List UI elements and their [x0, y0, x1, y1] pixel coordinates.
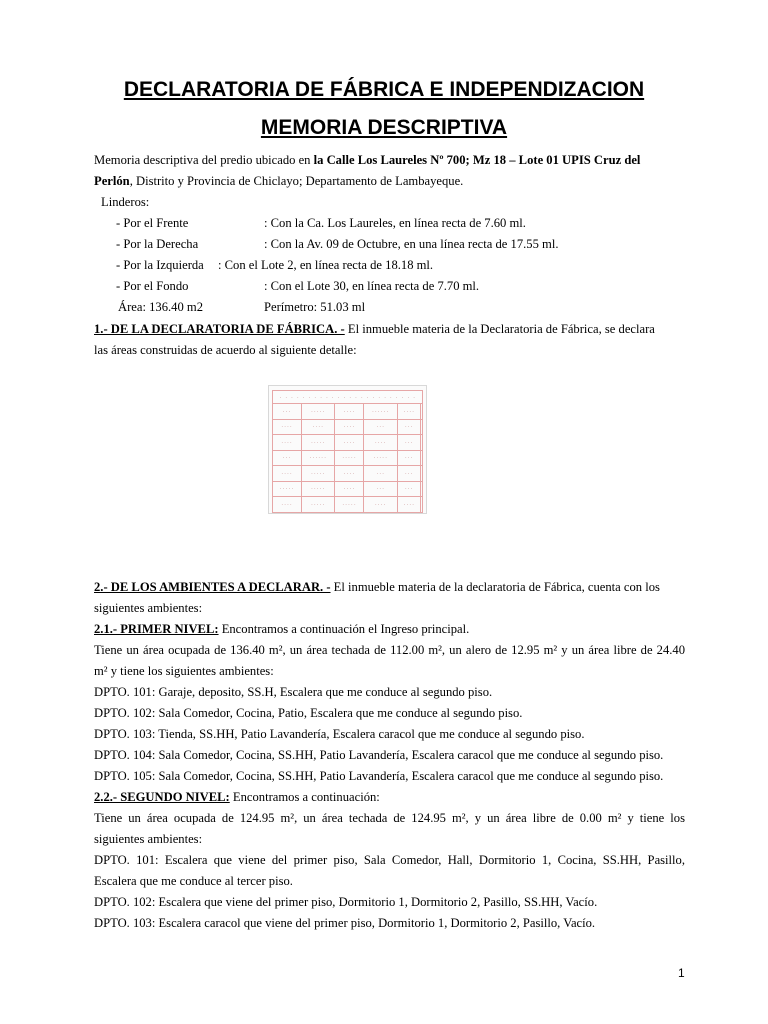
s21-line — [94, 619, 469, 640]
area-table-image — [268, 385, 427, 514]
s21-text: Encontramos a continuación el Ingreso principal. — [218, 622, 470, 636]
lindero-derecha-value: : Con la Av. 09 de Octubre, en una línea recta de 17.55 ml. — [264, 237, 559, 251]
s21-heading: 2.1.- PRIMER NIVEL: — [94, 622, 219, 636]
s21-dpto-104: DPTO. 104: Sala Comedor, Cocina, SS.HH, Patio Lavandería, Escalera caracol que me conduce al segundo piso. — [94, 748, 664, 762]
s22-dpto-102: DPTO. 102: Escalera que viene del primer piso, Dormitorio 1, Dormitorio 2, Pasillo, SS.HH, Vacío. — [94, 895, 598, 909]
area-table-grid: · · · · · · · · · · · · · · · · · · · · · · · · ··· ····· ···· ······ ···· ···· ···· ···· ··· ··· ···· ····· ···· ···· ··· ··· ······ ····· ····· ··· ···· ····· ···· ··· ··· ····· ····· ···· ··· ··· ···· ····· ····· ···· ···· — [272, 390, 423, 513]
linderos-heading: Linderos: — [101, 195, 150, 209]
section2-line-2: siguientes ambientes: — [94, 601, 203, 615]
lindero-perimetro: Perímetro: 51.03 ml — [264, 300, 366, 314]
s21-dpto-105: DPTO. 105: Sala Comedor, Cocina, SS.HH, Patio Lavandería, Escalera caracol que me conduce al segundo piso. — [94, 769, 664, 783]
document-subtitle: MEMORIA DESCRIPTIVA — [260, 116, 508, 139]
intro-text: Memoria descriptiva del predio ubicado en — [94, 153, 314, 167]
s21-desc-line-2: m² y tiene los siguientes ambientes: — [94, 664, 274, 678]
s22-heading: 2.2.- SEGUNDO NIVEL: — [94, 790, 230, 804]
lindero-frente-value: : Con la Ca. Los Laureles, en línea recta de 7.60 ml. — [264, 216, 526, 230]
s22-desc-line-1: Tiene un área ocupada de 124.95 m², un área techada de 124.95 m², y un área libre de 0.00 m² y tiene los — [94, 811, 685, 825]
lindero-fondo-value: : Con el Lote 30, en línea recta de 7.70 ml. — [264, 279, 480, 293]
s22-line — [94, 787, 380, 808]
section1-heading: 1.- DE LA DECLARATORIA DE FÁBRICA. - — [94, 322, 345, 336]
s21-dpto-102: DPTO. 102: Sala Comedor, Cocina, Patio, Escalera que me conduce al segundo piso. — [94, 706, 523, 720]
intro-line-1 — [94, 150, 640, 171]
s22-dpto-103: DPTO. 103: Escalera caracol que viene del primer piso, Dormitorio 1, Dormitorio 2, Pasillo, Vacío. — [94, 916, 596, 930]
page-number: 1 — [678, 966, 685, 980]
section2-line-1 — [94, 577, 660, 598]
document-title: DECLARATORIA DE FÁBRICA E INDEPENDIZACION — [123, 78, 645, 101]
section1-text: El inmueble materia de la Declaratoria de Fábrica, se declara — [344, 322, 655, 336]
s22-text: Encontramos a continuación: — [229, 790, 380, 804]
intro-district: , Distrito y Provincia de Chiclayo; Departamento de Lambayeque. — [129, 174, 464, 188]
intro-line-2 — [94, 171, 463, 192]
section2-heading: 2.- DE LOS AMBIENTES A DECLARAR. - — [94, 580, 331, 594]
intro-address: la Calle Los Laureles Nº 700; Mz 18 – Lote 01 UPIS Cruz del — [313, 153, 641, 167]
lindero-izquierda-label: - Por la Izquierda — [116, 258, 204, 272]
section1-line-1 — [94, 319, 655, 340]
s22-dpto-101-line-1: DPTO. 101: Escalera que viene del primer piso, Sala Comedor, Hall, Dormitorio 1, Cocina, SS.HH, Pasillo, — [94, 853, 685, 867]
lindero-fondo-label: - Por el Fondo — [116, 279, 189, 293]
s21-dpto-103: DPTO. 103: Tienda, SS.HH, Patio Lavandería, Escalera caracol que me conduce al segundo piso. — [94, 727, 585, 741]
section2-text: El inmueble materia de la declaratoria de Fábrica, cuenta con los — [330, 580, 660, 594]
s21-desc-line-1: Tiene un área ocupada de 136.40 m², un área techada de 112.00 m², un alero de 12.95 m² y un área libre de 24.40 — [94, 643, 685, 657]
lindero-area: Área: 136.40 m2 — [118, 300, 203, 314]
lindero-izquierda-value: : Con el Lote 2, en línea recta de 18.18 ml. — [218, 258, 434, 272]
intro-place: Perlón — [94, 174, 130, 188]
section1-line-2: las áreas construidas de acuerdo al siguiente detalle: — [94, 343, 357, 357]
s22-dpto-101-line-2: Escalera que me conduce al tercer piso. — [94, 874, 293, 888]
lindero-derecha-label: - Por la Derecha — [116, 237, 199, 251]
s21-dpto-101: DPTO. 101: Garaje, deposito, SS.H, Escalera que me conduce al segundo piso. — [94, 685, 493, 699]
s22-desc-line-2: siguientes ambientes: — [94, 832, 203, 846]
lindero-frente-label: - Por el Frente — [116, 216, 189, 230]
